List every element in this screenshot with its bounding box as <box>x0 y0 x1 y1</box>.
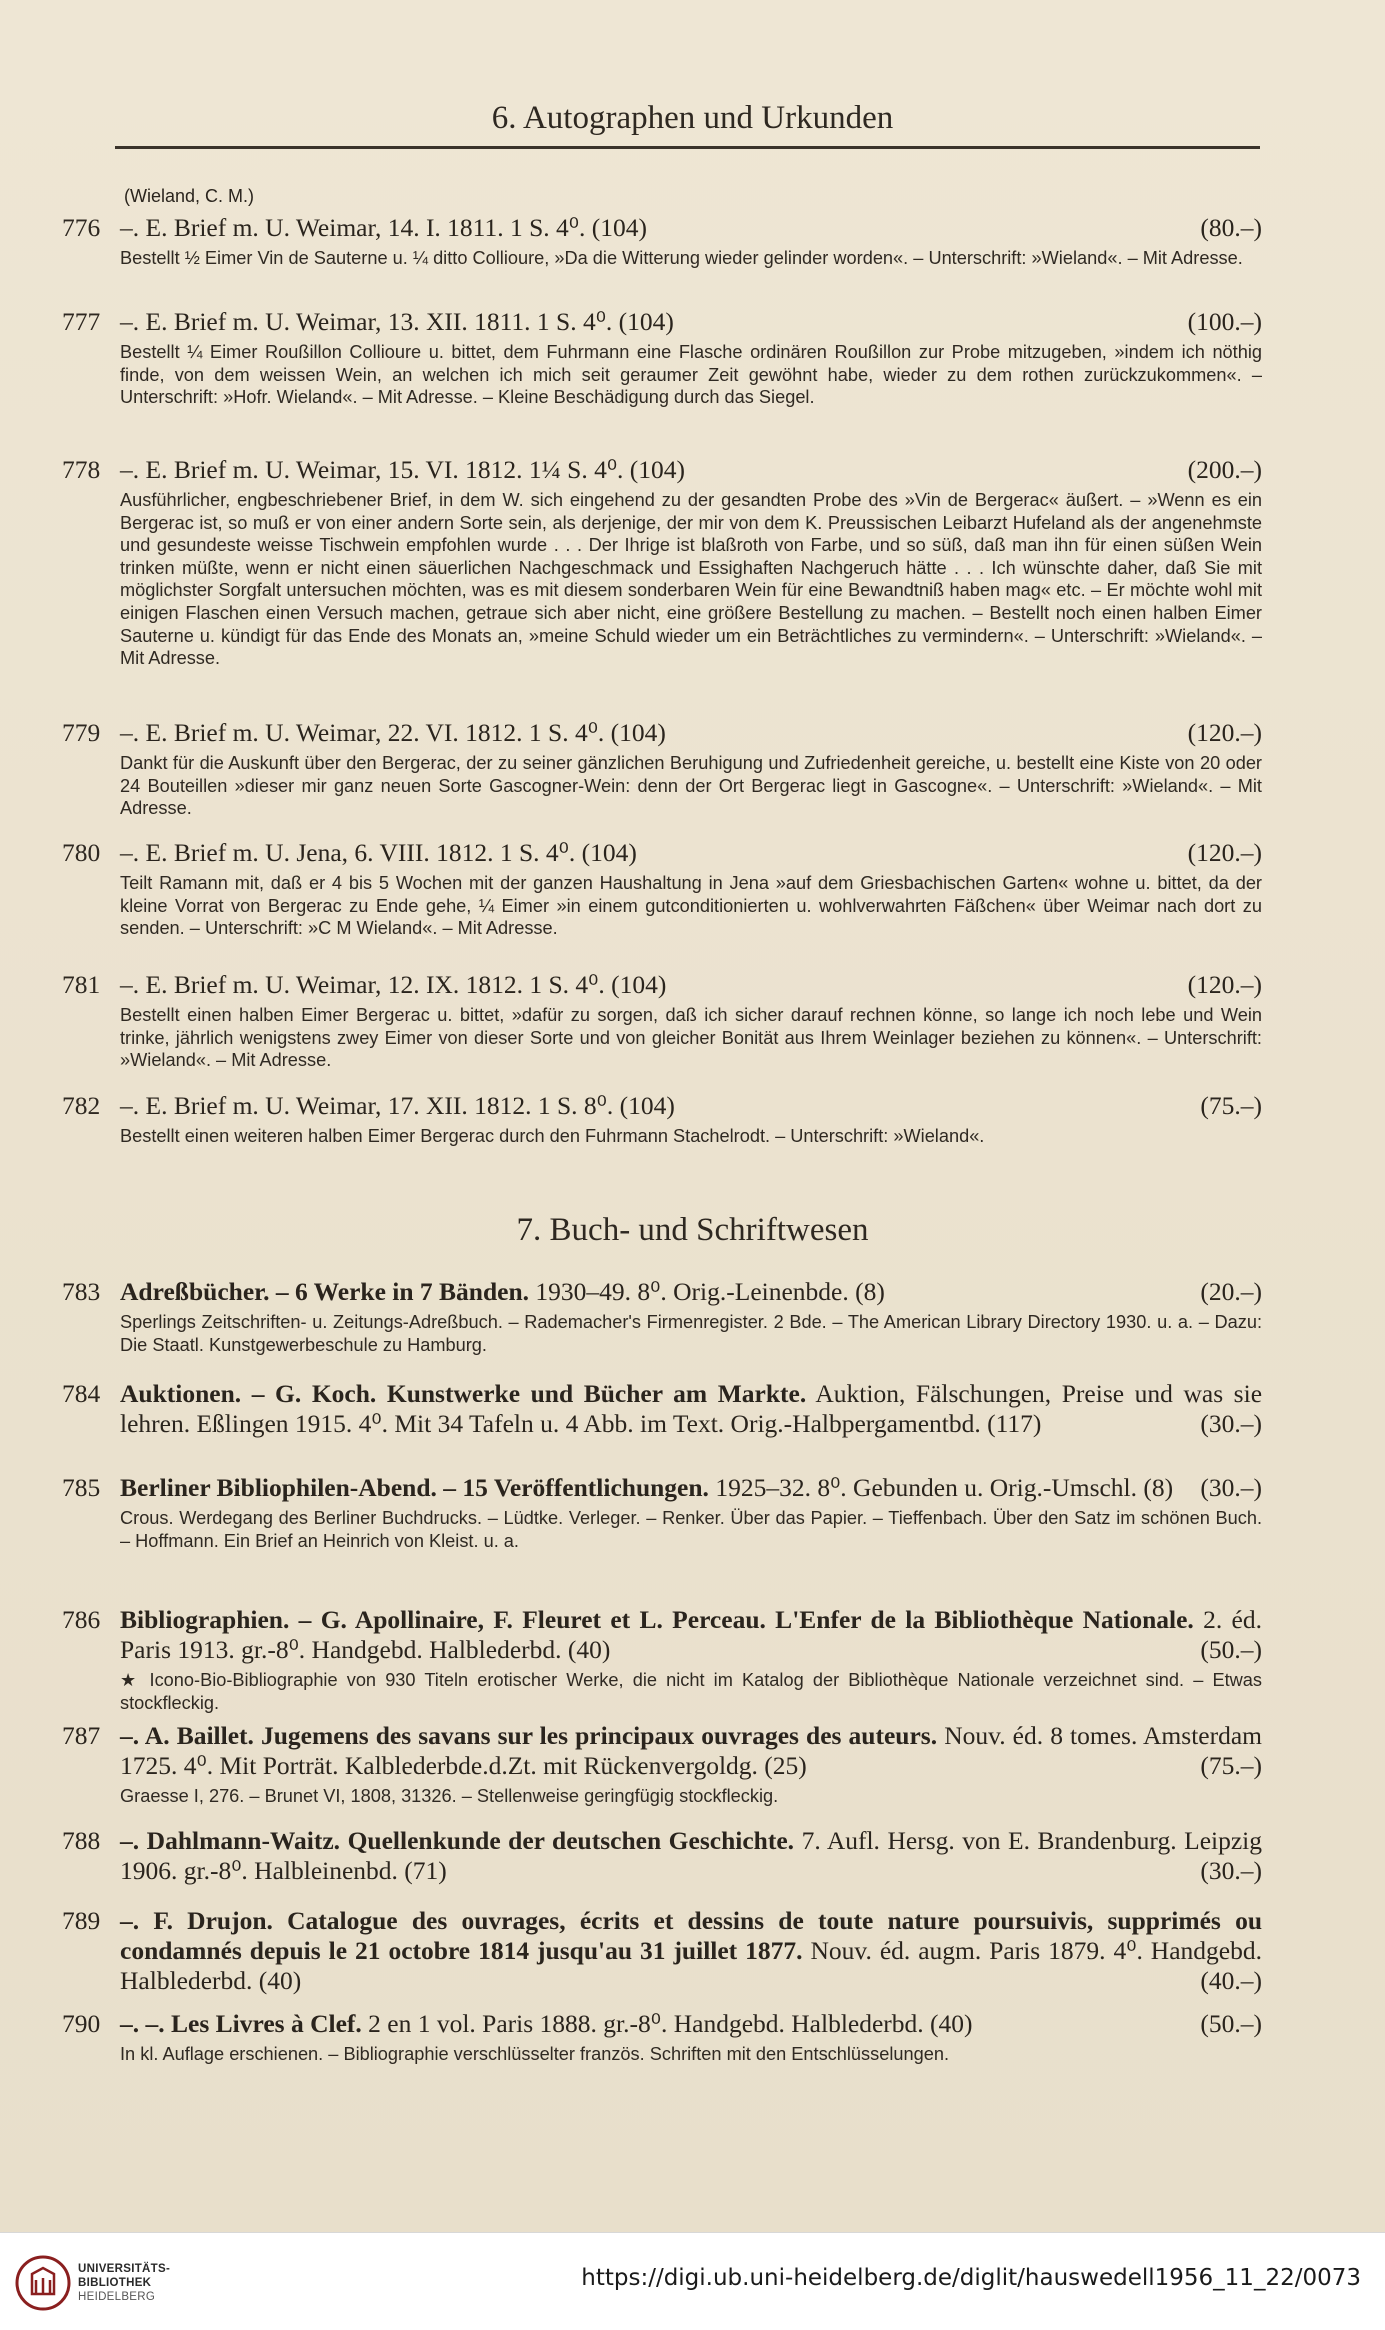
lot-entry <box>62 1605 1262 1714</box>
lot-number: 790 <box>62 2009 101 2038</box>
lot-price: (30.–) <box>1200 1856 1262 1885</box>
lot-entry <box>62 2009 1262 2066</box>
lot-entry <box>62 970 1262 1072</box>
lot-details: Nouv. éd. 8 tomes. Amsterdam 1725. 4⁰. Mit Porträt. Kalblederbde.d.Zt. mit Rückenvergoldg. (25) <box>120 1721 1262 1780</box>
lot-title: –. E. Brief m. U. Weimar, 17. XII. 1812. 1 S. 8⁰. (104) <box>120 1091 675 1120</box>
lot-price: (120.–) <box>1187 838 1262 867</box>
lot-details: 1925–32. 8⁰. Gebunden u. Orig.-Umschl. (8) <box>708 1473 1174 1502</box>
library-seal-icon <box>14 2254 72 2312</box>
lot-description: ★ Icono-Bio-Bibliographie von 930 Titeln erotischer Werke, die nicht im Katalog der Bibliothèque Nationale verzeichnet sind. – Etwas stockfleckig. <box>120 1670 1262 1713</box>
section-title-autographen: 6. Autographen und Urkunden <box>491 100 894 136</box>
lot-title: –. E. Brief m. U. Weimar, 12. IX. 1812. 1 S. 4⁰. (104) <box>120 970 667 999</box>
lot-number: 776 <box>62 213 101 242</box>
lot-title: –. F. Drujon. Catalogue des ouvrages, écrits et dessins de toute nature poursuivis, supprimés ou condamnés depuis le 21 octobre 1814 jusqu'au 31 juillet 1877. <box>120 1906 1262 1965</box>
lot-entry <box>62 1473 1262 1552</box>
lot-description: Dankt für die Auskunft über den Bergerac, der zu seiner gänzlichen Beruhigung und Zufriedenheit gereiche, u. bestellt eine Kiste von 20 oder 24 Bouteillen »dieser mir ganz neuen Sorte Gascogner-Wein: denn der Ort Bergerac liegt in Gascogne«. – Unterschrift: »Wieland«. – Mit Adresse. <box>120 753 1262 819</box>
lot-description: Bestellt einen halben Eimer Bergerac u. bittet, »dafür zu sorgen, daß ich sicher darauf rechnen könne, so lange ich noch lebe und Wein trinke, jährlich wenigstens zwey Eimer von dieser Sorte und von gleicher Bonität aus Ihrem Weinlager beziehen zu können«. – Unterschrift: »Wieland«. – Mit Adresse. <box>120 1005 1262 1071</box>
lot-title: –. E. Brief m. U. Weimar, 15. VI. 1812. 1¼ S. 4⁰. (104) <box>120 455 686 484</box>
lot-entry <box>62 1721 1262 1808</box>
lot-number: 777 <box>62 307 101 336</box>
lot-details: 2 en 1 vol. Paris 1888. gr.-8⁰. Handgebd. Halblederbd. (40) <box>361 2009 973 2038</box>
lot-title: Bibliographien. – G. Apollinaire, F. Fleuret et L. Perceau. L'Enfer de la Bibliothèque Nationale. <box>120 1605 1194 1634</box>
lot-number: 788 <box>62 1826 101 1855</box>
lot-price: (75.–) <box>1200 1091 1262 1120</box>
lot-price: (30.–) <box>1200 1409 1262 1438</box>
lot-number: 786 <box>62 1605 101 1634</box>
author-label: (Wieland, C. M.) <box>124 186 255 206</box>
lot-price: (120.–) <box>1187 718 1262 747</box>
lot-details: 2. éd. Paris 1913. gr.-8⁰. Handgebd. Halblederbd. (40) <box>120 1605 1262 1664</box>
lot-title: –. E. Brief m. U. Weimar, 14. I. 1811. 1 S. 4⁰. (104) <box>120 213 647 242</box>
lot-number: 778 <box>62 455 101 484</box>
logo-line: BIBLIOTHEK <box>78 2277 152 2289</box>
lot-description: Graesse I, 276. – Brunet VI, 1808, 31326. – Stellenweise geringfügig stockfleckig. <box>120 1786 779 1806</box>
lot-entry <box>62 1379 1262 1439</box>
lot-entry <box>62 1826 1262 1886</box>
lot-title: Adreßbücher. – 6 Werke in 7 Bänden. <box>120 1277 530 1306</box>
lot-title: –. E. Brief m. U. Weimar, 22. VI. 1812. 1 S. 4⁰. (104) <box>120 718 666 747</box>
lot-description: Teilt Ramann mit, daß er 4 bis 5 Wochen mit der ganzen Haushaltung in Jena »auf dem Griesbachischen Garten« wohne u. bittet, da der kleine Vorrat von Bergerac zu Ende gehe, ¼ Eimer »in einem gutconditionierten u. wohlverwahrten Fäßchen« über Weimar nach dort zu senden. – Unterschrift: »C M Wieland«. – Mit Adresse. <box>120 873 1262 939</box>
lot-entry <box>62 1277 1262 1356</box>
logo-line: HEIDELBERG <box>78 2291 156 2303</box>
lot-price: (50.–) <box>1200 2009 1262 2038</box>
lot-number: 781 <box>62 970 101 999</box>
lot-details: Nouv. éd. augm. Paris 1879. 4⁰. Handgebd. Halblederbd. (40) <box>120 1936 1262 1995</box>
lot-number: 782 <box>62 1091 101 1120</box>
lot-entry <box>62 718 1262 820</box>
lot-description: Bestellt ½ Eimer Vin de Sauterne u. ¼ ditto Collioure, »Da die Witterung wieder gelinder worden«. – Unterschrift: »Wieland«. – Mit Adresse. <box>120 248 1243 268</box>
lot-entry <box>62 307 1262 409</box>
lot-title: –. E. Brief m. U. Weimar, 13. XII. 1811. 1 S. 4⁰. (104) <box>120 307 674 336</box>
lot-number: 789 <box>62 1906 101 1935</box>
lot-description: Bestellt ¼ Eimer Roußillon Collioure u. bittet, dem Fuhrmann eine Flasche ordinären Roußillon zur Probe mitzugeben, »indem ich nöthig finde, von dem weissen Wein, an welchen ich mich seit geraumer Zeit gewöhnt habe, wieder zu dem rothen zurückzukommen«. – Unterschrift: »Hofr. Wieland«. – Mit Adresse. – Kleine Beschädigung durch das Siegel. <box>120 342 1262 408</box>
library-logo <box>14 2251 194 2315</box>
lot-entry <box>62 213 1262 270</box>
lot-number: 779 <box>62 718 101 747</box>
lot-price: (100.–) <box>1187 307 1262 336</box>
viewer-footer <box>0 2232 1385 2330</box>
lot-entry <box>62 1091 1262 1148</box>
lot-title: –. E. Brief m. U. Jena, 6. VIII. 1812. 1 S. 4⁰. (104) <box>120 838 637 867</box>
lot-price: (80.–) <box>1200 213 1262 242</box>
header-rule <box>115 146 1260 149</box>
lot-entry <box>62 1906 1262 1996</box>
lot-details: 7. Aufl. Hersg. von E. Brandenburg. Leipzig 1906. gr.-8⁰. Halbleinenbd. (71) <box>120 1826 1262 1885</box>
lot-details: Auktion, Fälschungen, Preise und was sie lehren. Eßlingen 1915. 4⁰. Mit 34 Tafeln u. 4 Abb. im Text. Orig.-Halbpergamentbd. (117) <box>120 1379 1263 1438</box>
lot-number: 783 <box>62 1277 101 1306</box>
lot-title: Auktionen. – G. Koch. Kunstwerke und Bücher am Markte. <box>120 1379 807 1408</box>
lot-price: (120.–) <box>1187 970 1262 999</box>
lot-title: –. Dahlmann-Waitz. Quellenkunde der deutschen Geschichte. <box>120 1826 795 1855</box>
lot-number: 785 <box>62 1473 101 1502</box>
lot-description: Sperlings Zeitschriften- u. Zeitungs-Adreßbuch. – Rademacher's Firmenregister. 2 Bde. – The American Library Directory 1930. u. a. – Dazu: Die Staatl. Kunstgewerbeschule zu Hamburg. <box>120 1312 1262 1355</box>
lot-number: 787 <box>62 1721 101 1750</box>
lot-entry <box>62 455 1262 670</box>
lot-number: 784 <box>62 1379 101 1408</box>
lot-price: (50.–) <box>1200 1635 1262 1664</box>
lot-description: In kl. Auflage erschienen. – Bibliographie verschlüsselter französ. Schriften mit den Entschlüsselungen. <box>120 2044 949 2064</box>
logo-line: UNIVERSITÄTS- <box>78 2263 171 2275</box>
lot-title: –. A. Baillet. Jugemens des savans sur les principaux ouvrages des auteurs. <box>120 1721 938 1750</box>
lot-description: Ausführlicher, engbeschriebener Brief, in dem W. sich eingehend zu der gesandten Probe des »Vin de Bergerac« äußert. – »Wenn es ein Bergerac ist, so muß er von einer andern Sorte sein, als derjenige, der mir von dem K. Preussischen Leibarzt Hufeland als der angenehmste und gesundeste weisse Tischwein empfohlen wurde . . . Der Ihrige ist blaßroth von Farbe, und so süß, daß man ihn für einen süßen Wein trinken müßte, wenn er nicht einen säuerlichen Nachgeschmack und Essighaften Nachgeruch hätte . . . Ich wünschte daher, daß Sie mit möglichster Sorgfalt untersuchen möchten, was es mit diesem sonderbaren Wein für eine Bewandtniß haben mag« etc. – Er möchte wohl mit einigen Flaschen einen Versuch machen, getraue sich aber nicht, eine größere Bestellung zu machen. – Bestellt noch einen halben Eimer Sauterne u. kündigt für das Ende des Monats an, »meine Schuld wieder um ein Beträchtliches zu vermindern«. – Unterschrift: »Wieland«. – Mit Adresse. <box>120 490 1262 669</box>
lot-price: (75.–) <box>1200 1751 1262 1780</box>
section-title-buchwesen: 7. Buch- und Schriftwesen <box>516 1212 869 1248</box>
lot-description: Crous. Werdegang des Berliner Buchdrucks. – Lüdtke. Verleger. – Renker. Über das Papier. – Tieffenbach. Über den Satz im schönen Buch. – Hoffmann. Ein Brief an Heinrich von Kleist. u. a. <box>120 1508 1262 1551</box>
lot-title: Berliner Bibliophilen-Abend. – 15 Veröffentlichungen. <box>120 1473 709 1502</box>
lot-price: (200.–) <box>1187 455 1262 484</box>
lot-number: 780 <box>62 838 101 867</box>
lot-price: (20.–) <box>1200 1277 1262 1306</box>
permalink-url[interactable]: https://digi.ub.uni-heidelberg.de/diglit/hauswedell1956_11_22/0073 <box>581 2265 1361 2291</box>
lot-details: 1930–49. 8⁰. Orig.-Leinenbde. (8) <box>529 1277 885 1306</box>
lot-title: –. –. Les Livres à Clef. <box>120 2009 362 2038</box>
lot-price: (40.–) <box>1200 1966 1262 1995</box>
lot-entry <box>62 838 1262 940</box>
lot-description: Bestellt einen weiteren halben Eimer Bergerac durch den Fuhrmann Stachelrodt. – Unterschrift: »Wieland«. <box>120 1126 985 1146</box>
lot-price: (30.–) <box>1200 1473 1262 1502</box>
